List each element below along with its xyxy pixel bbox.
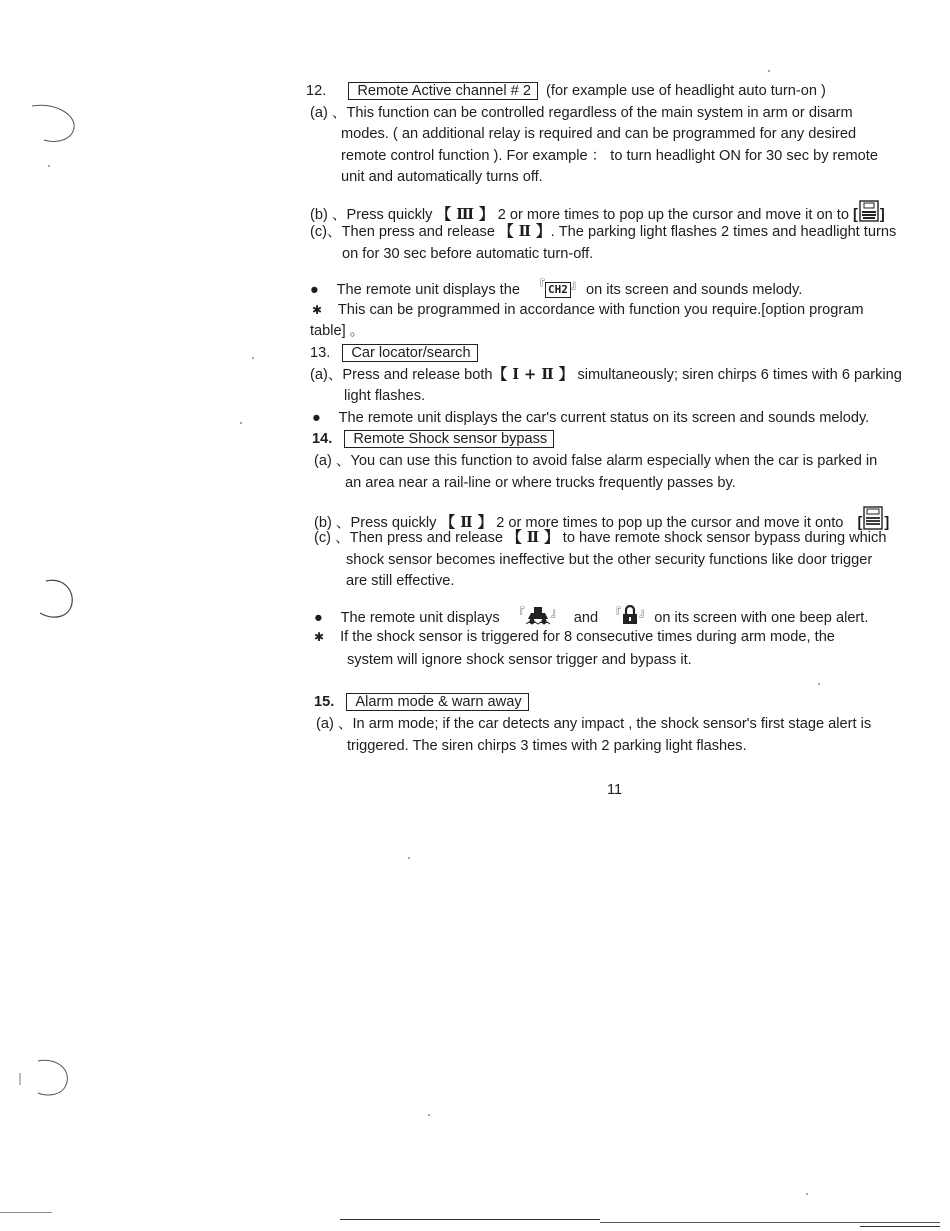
quote-open: 『 (610, 606, 622, 619)
car-shock-icon (525, 605, 551, 625)
page-number: 11 (607, 782, 623, 798)
bullet-icon: ● (310, 281, 319, 298)
bullet-icon: ● (312, 410, 321, 426)
binder-hole-bottom (10, 1055, 80, 1105)
step-a-line (310, 366, 902, 384)
paragraph-line: on for 30 sec before automatic turn-off. (342, 246, 594, 262)
step-text: (c)、Then press and release (310, 224, 495, 240)
step-c-line (314, 529, 886, 547)
note-text: This can be programmed in accordance with function you require.[option program (337, 302, 864, 318)
paragraph-line: (a) 、This function can be controlled regardless of the main system in arm or disarm (310, 105, 853, 121)
section-number: 12. (306, 83, 327, 99)
step-text: (a)、Press and release both (310, 367, 493, 383)
section-title: Remote Shock sensor bypass (344, 430, 554, 448)
paragraph-line: system will ignore shock sensor trigger and bypass it. (347, 652, 692, 668)
quote-open: 『 (513, 606, 525, 619)
bullet-text: and (573, 609, 599, 626)
bullet-line (314, 604, 868, 627)
section-14-heading (312, 430, 558, 448)
section-title: Car locator/search (342, 344, 477, 362)
step-text: (b) 、Press quickly (314, 515, 437, 531)
bullet-line (312, 409, 869, 427)
section-13-heading (310, 344, 482, 362)
bullet-text: on its screen with one beep alert. (654, 609, 869, 626)
asterisk-icon: ✱ (312, 303, 323, 317)
bullet-text: The remote unit displays the car's current status on its screen and sounds melody. (338, 410, 870, 426)
paragraph-line: (a) 、You can use this function to avoid false alarm especially when the car is parked in (314, 453, 878, 469)
paragraph-line: shock sensor becomes ineffective but the other security functions like door trigger (346, 552, 873, 568)
step-text: 2 or more times to pop up the cursor and move it on to (497, 207, 849, 223)
paragraph-line: (a) 、In arm mode; if the car detects any impact , the shock sensor's first stage alert is (316, 716, 872, 732)
button-key-label: 【 Ⅲ 】 (436, 206, 494, 223)
note-line (314, 628, 835, 646)
quote-open: 『 (534, 278, 546, 291)
ch2-lcd-display: CH2 (545, 282, 571, 298)
paragraph-line: remote control function ). For example ： to turn headlight ON for 30 sec by remote (341, 148, 878, 164)
section-number: 15. (314, 694, 335, 710)
button-key-label: 【 Ⅱ 】 (507, 529, 559, 546)
step-text: to have remote shock sensor bypass during which (562, 530, 887, 546)
step-text: (b) 、Press quickly (310, 207, 433, 223)
button-key-label: 【 Ⅱ 】 (440, 514, 493, 531)
section-title: Alarm mode & warn away (346, 693, 528, 711)
paragraph-line: an area near a rail-line or where trucks frequently passes by. (345, 475, 736, 491)
step-text: (c) 、Then press and release (314, 530, 503, 546)
button-key-label: 【 Ⅱ 】 (499, 223, 551, 240)
note-line (312, 301, 864, 319)
step-text: simultaneously; siren chirps 6 times with 6 parking (577, 367, 902, 383)
section-title-note: (for example use of headlight auto turn-on ) (546, 83, 826, 99)
section-number: 14. (312, 431, 333, 447)
quote-close: 』 (639, 606, 651, 619)
step-text: . The parking light flashes 2 times and headlight turns (550, 224, 897, 240)
pass-bypass-icon (862, 506, 884, 530)
step-text: 2 or more times to pop up the cursor and move it onto (496, 515, 844, 531)
binder-hole-middle (24, 575, 84, 625)
note-text: If the shock sensor is triggered for 8 consecutive times during arm mode, the (340, 629, 835, 645)
bullet-text: The remote unit displays the (336, 281, 520, 298)
step-c-line (310, 223, 896, 241)
paragraph-line: triggered. The siren chirps 3 times with 2 parking light flashes. (347, 738, 747, 754)
bullet-text: on its screen and sounds melody. (585, 281, 803, 298)
section-number: 13. (310, 345, 331, 361)
step-b-line: (b) 、Press quickly 【 Ⅱ 】 2 or more times to pop up the cursor and move it onto [ ] (314, 506, 889, 532)
ch2-remote-icon (858, 200, 880, 222)
quote-close: 』 (570, 278, 582, 291)
bullet-line (310, 276, 802, 299)
paragraph-line: light flashes. (344, 388, 426, 404)
bullet-text: The remote unit displays (340, 609, 500, 626)
paragraph-line: table] 。 (310, 323, 365, 339)
section-title: Remote Active channel # 2 (348, 82, 538, 100)
padlock-icon (621, 605, 639, 625)
asterisk-icon: ✱ (314, 630, 325, 644)
scan-edge-line (340, 1219, 600, 1220)
step-b-line: (b) 、Press quickly 【 Ⅲ 】 2 or more times to pop up the cursor and move it on to [ ] (310, 200, 885, 224)
bullet-icon: ● (314, 609, 323, 626)
paragraph-line: modes. ( an additional relay is required and can be programmed for any desired (341, 126, 857, 142)
scan-edge-line (0, 1212, 52, 1213)
button-key-label: 【 Ⅰ + Ⅱ 】 (492, 366, 574, 383)
section-15-heading (314, 693, 533, 711)
binder-hole-top (14, 100, 84, 150)
scan-edge-line (860, 1226, 940, 1227)
scan-edge-line (600, 1222, 940, 1223)
paragraph-line: unit and automatically turns off. (341, 169, 543, 185)
paragraph-line: are still effective. (346, 573, 455, 589)
quote-close: 』 (550, 606, 562, 619)
section-12-heading (306, 82, 826, 100)
